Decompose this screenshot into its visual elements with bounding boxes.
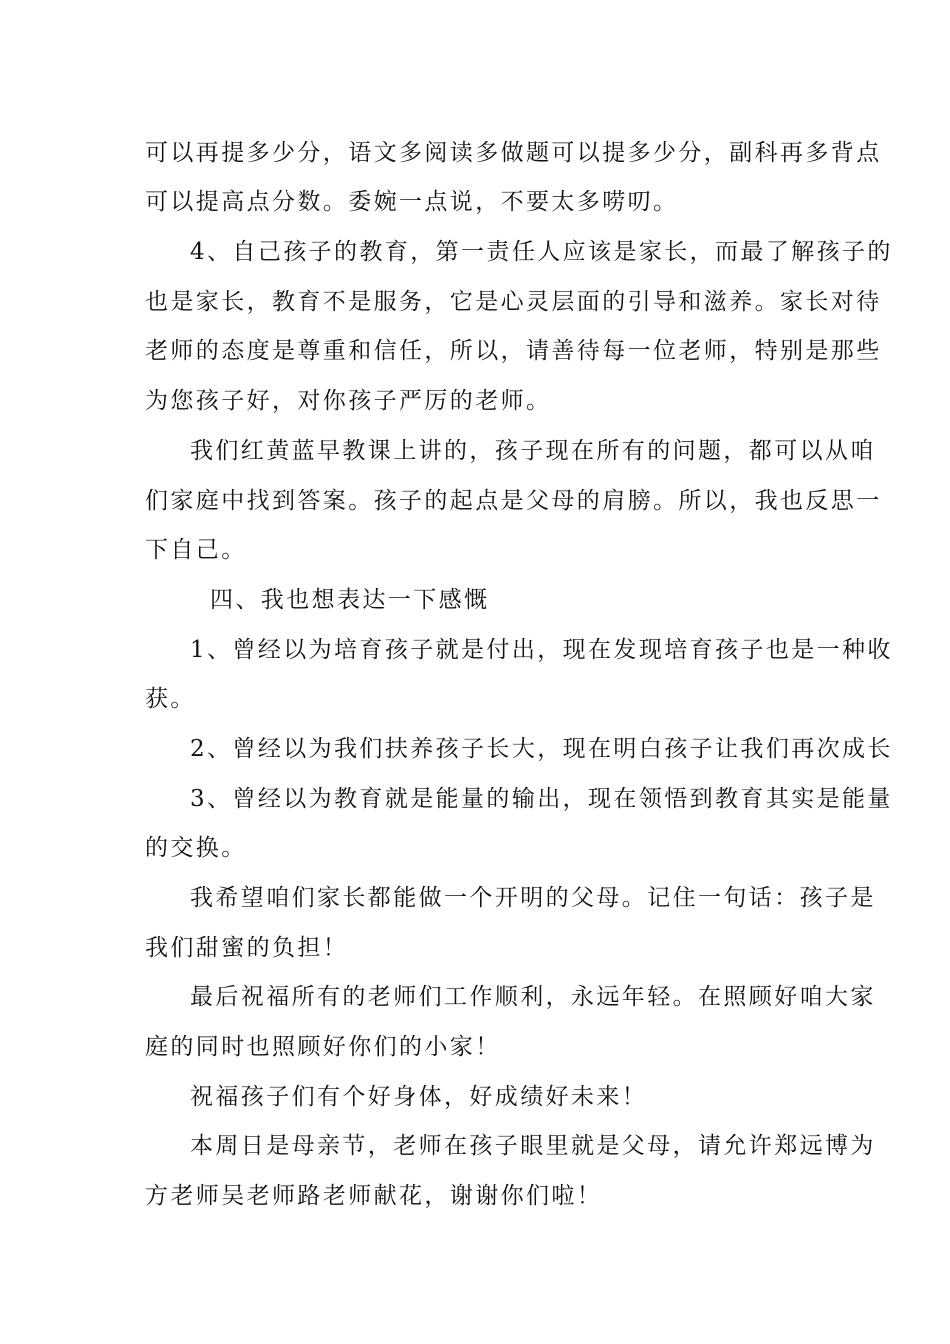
paragraph-start-line: 4、自己孩子的教育，第一责任人应该是家长，而最了解孩子的 — [190, 239, 893, 265]
text-line: 方老师吴老师路老师献花，谢谢你们啦！ — [145, 1183, 603, 1209]
paragraph-start-line: 3、曾经以为教育就是能量的输出，现在领悟到教育其实是能量 — [190, 786, 893, 812]
text-line: 可以再提多少分，语文多阅读多做题可以提多少分，副科再多背点 — [145, 140, 882, 166]
text-line: 我们甜蜜的负担！ — [145, 935, 349, 961]
text-line: 也是家长，教育不是服务，它是心灵层面的引导和滋养。家长对待 — [145, 289, 882, 315]
text-line: 为您孩子好，对你孩子严厉的老师。 — [145, 388, 552, 414]
paragraph-start-line: 我们红黄蓝早教课上讲的，孩子现在所有的问题，都可以从咱 — [190, 438, 876, 464]
text-line: 们家庭中找到答案。孩子的起点是父母的肩膀。所以，我也反思一 — [145, 488, 882, 514]
paragraph-start-line: 祝福孩子们有个好身体，好成绩好未来！ — [190, 1084, 648, 1110]
paragraph-start-line: 1、曾经以为培育孩子就是付出，现在发现培育孩子也是一种收 — [190, 637, 893, 663]
text-line: 可以提高点分数。委婉一点说，不要太多唠叨。 — [145, 189, 679, 215]
text-line: 老师的态度是尊重和信任，所以，请善待每一位老师，特别是那些 — [145, 338, 882, 364]
paragraph-start-line: 本周日是母亲节，老师在孩子眼里就是父母，请允许郑远博为 — [190, 1133, 876, 1159]
section-heading: 四、我也想表达一下感慨 — [210, 587, 490, 613]
text-line: 庭的同时也照顾好你们的小家！ — [145, 1034, 501, 1060]
paragraph-start-line: 我希望咱们家长都能做一个开明的父母。记住一句话：孩子是 — [190, 885, 876, 911]
paragraph-start-line: 最后祝福所有的老师们工作顺利，永远年轻。在照顾好咱大家 — [190, 984, 876, 1010]
text-line: 获。 — [145, 686, 196, 712]
text-line: 的交换。 — [145, 835, 247, 861]
paragraph-start-line: 2、曾经以为我们扶养孩子长大，现在明白孩子让我们再次成长 — [190, 736, 893, 762]
text-line: 下自己。 — [145, 537, 247, 563]
